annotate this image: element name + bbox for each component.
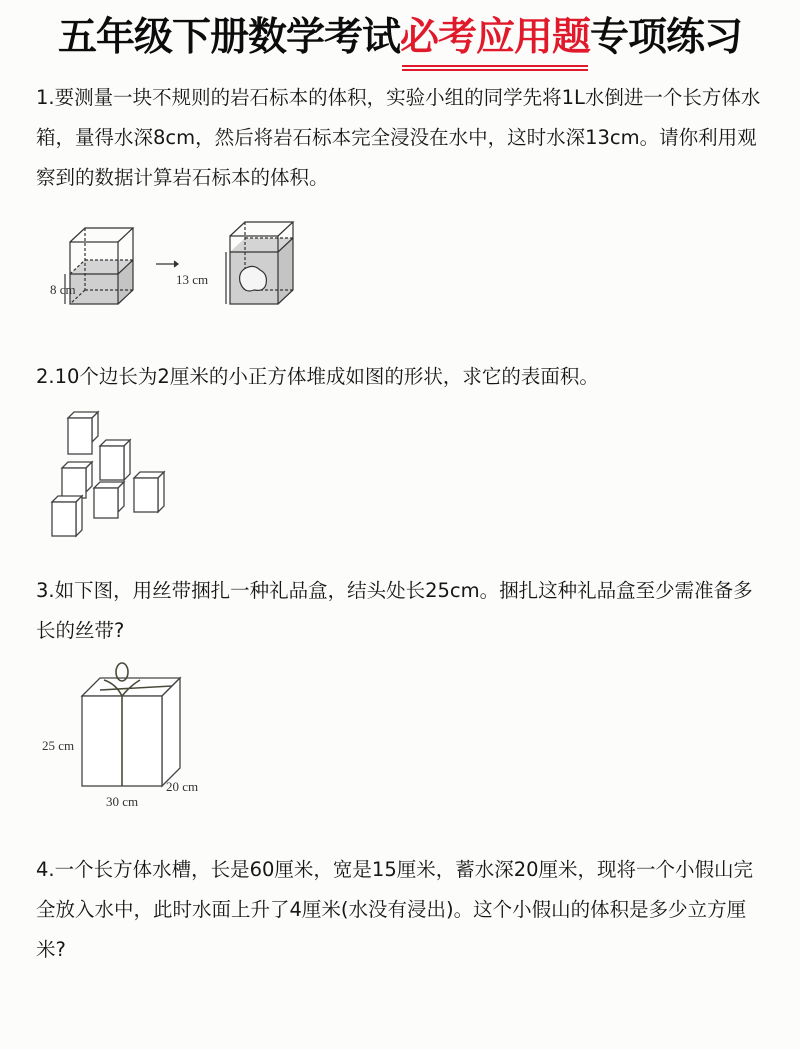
title-suffix: 专项练习 <box>590 15 743 60</box>
label-height: 25 cm <box>42 738 75 753</box>
title-prefix: 五年级下册数学考试 <box>57 15 400 60</box>
title-accent: 必考应用题 <box>400 6 590 62</box>
question-2-figure <box>48 410 178 540</box>
question-3-figure <box>40 656 220 816</box>
label-8cm: 8 cm <box>50 282 76 297</box>
question-1-text: 1.要测量一块不规则的岩石标本的体积，实验小组的同学先将1L水倒进一个长方体水箱，量得水深8cm，然后将岩石标本完全浸没在水中，这时水深13cm。请你利用观察到的数据计算岩石标本的体积。 <box>36 86 761 189</box>
question-2-text: 2.10个边长为2厘米的小正方体堆成如图的形状，求它的表面积。 <box>36 365 599 388</box>
question-4-text: 4.一个长方体水槽，长是60厘米，宽是15厘米，蓄水深20厘米，现将一个小假山完全放入水中，此时水面上升了4厘米(水没有浸出)。这个小假山的体积是多少立方厘米? <box>36 858 754 961</box>
question-1-figure <box>50 212 350 332</box>
label-length: 30 cm <box>106 794 139 809</box>
label-width: 20 cm <box>166 779 199 794</box>
label-13cm: 13 cm <box>176 272 209 287</box>
page-title <box>0 6 800 62</box>
question-3-text: 3.如下图，用丝带捆扎一种礼品盒，结头处长25cm。捆扎这种礼品盒至少需准备多长的丝带? <box>36 579 753 642</box>
